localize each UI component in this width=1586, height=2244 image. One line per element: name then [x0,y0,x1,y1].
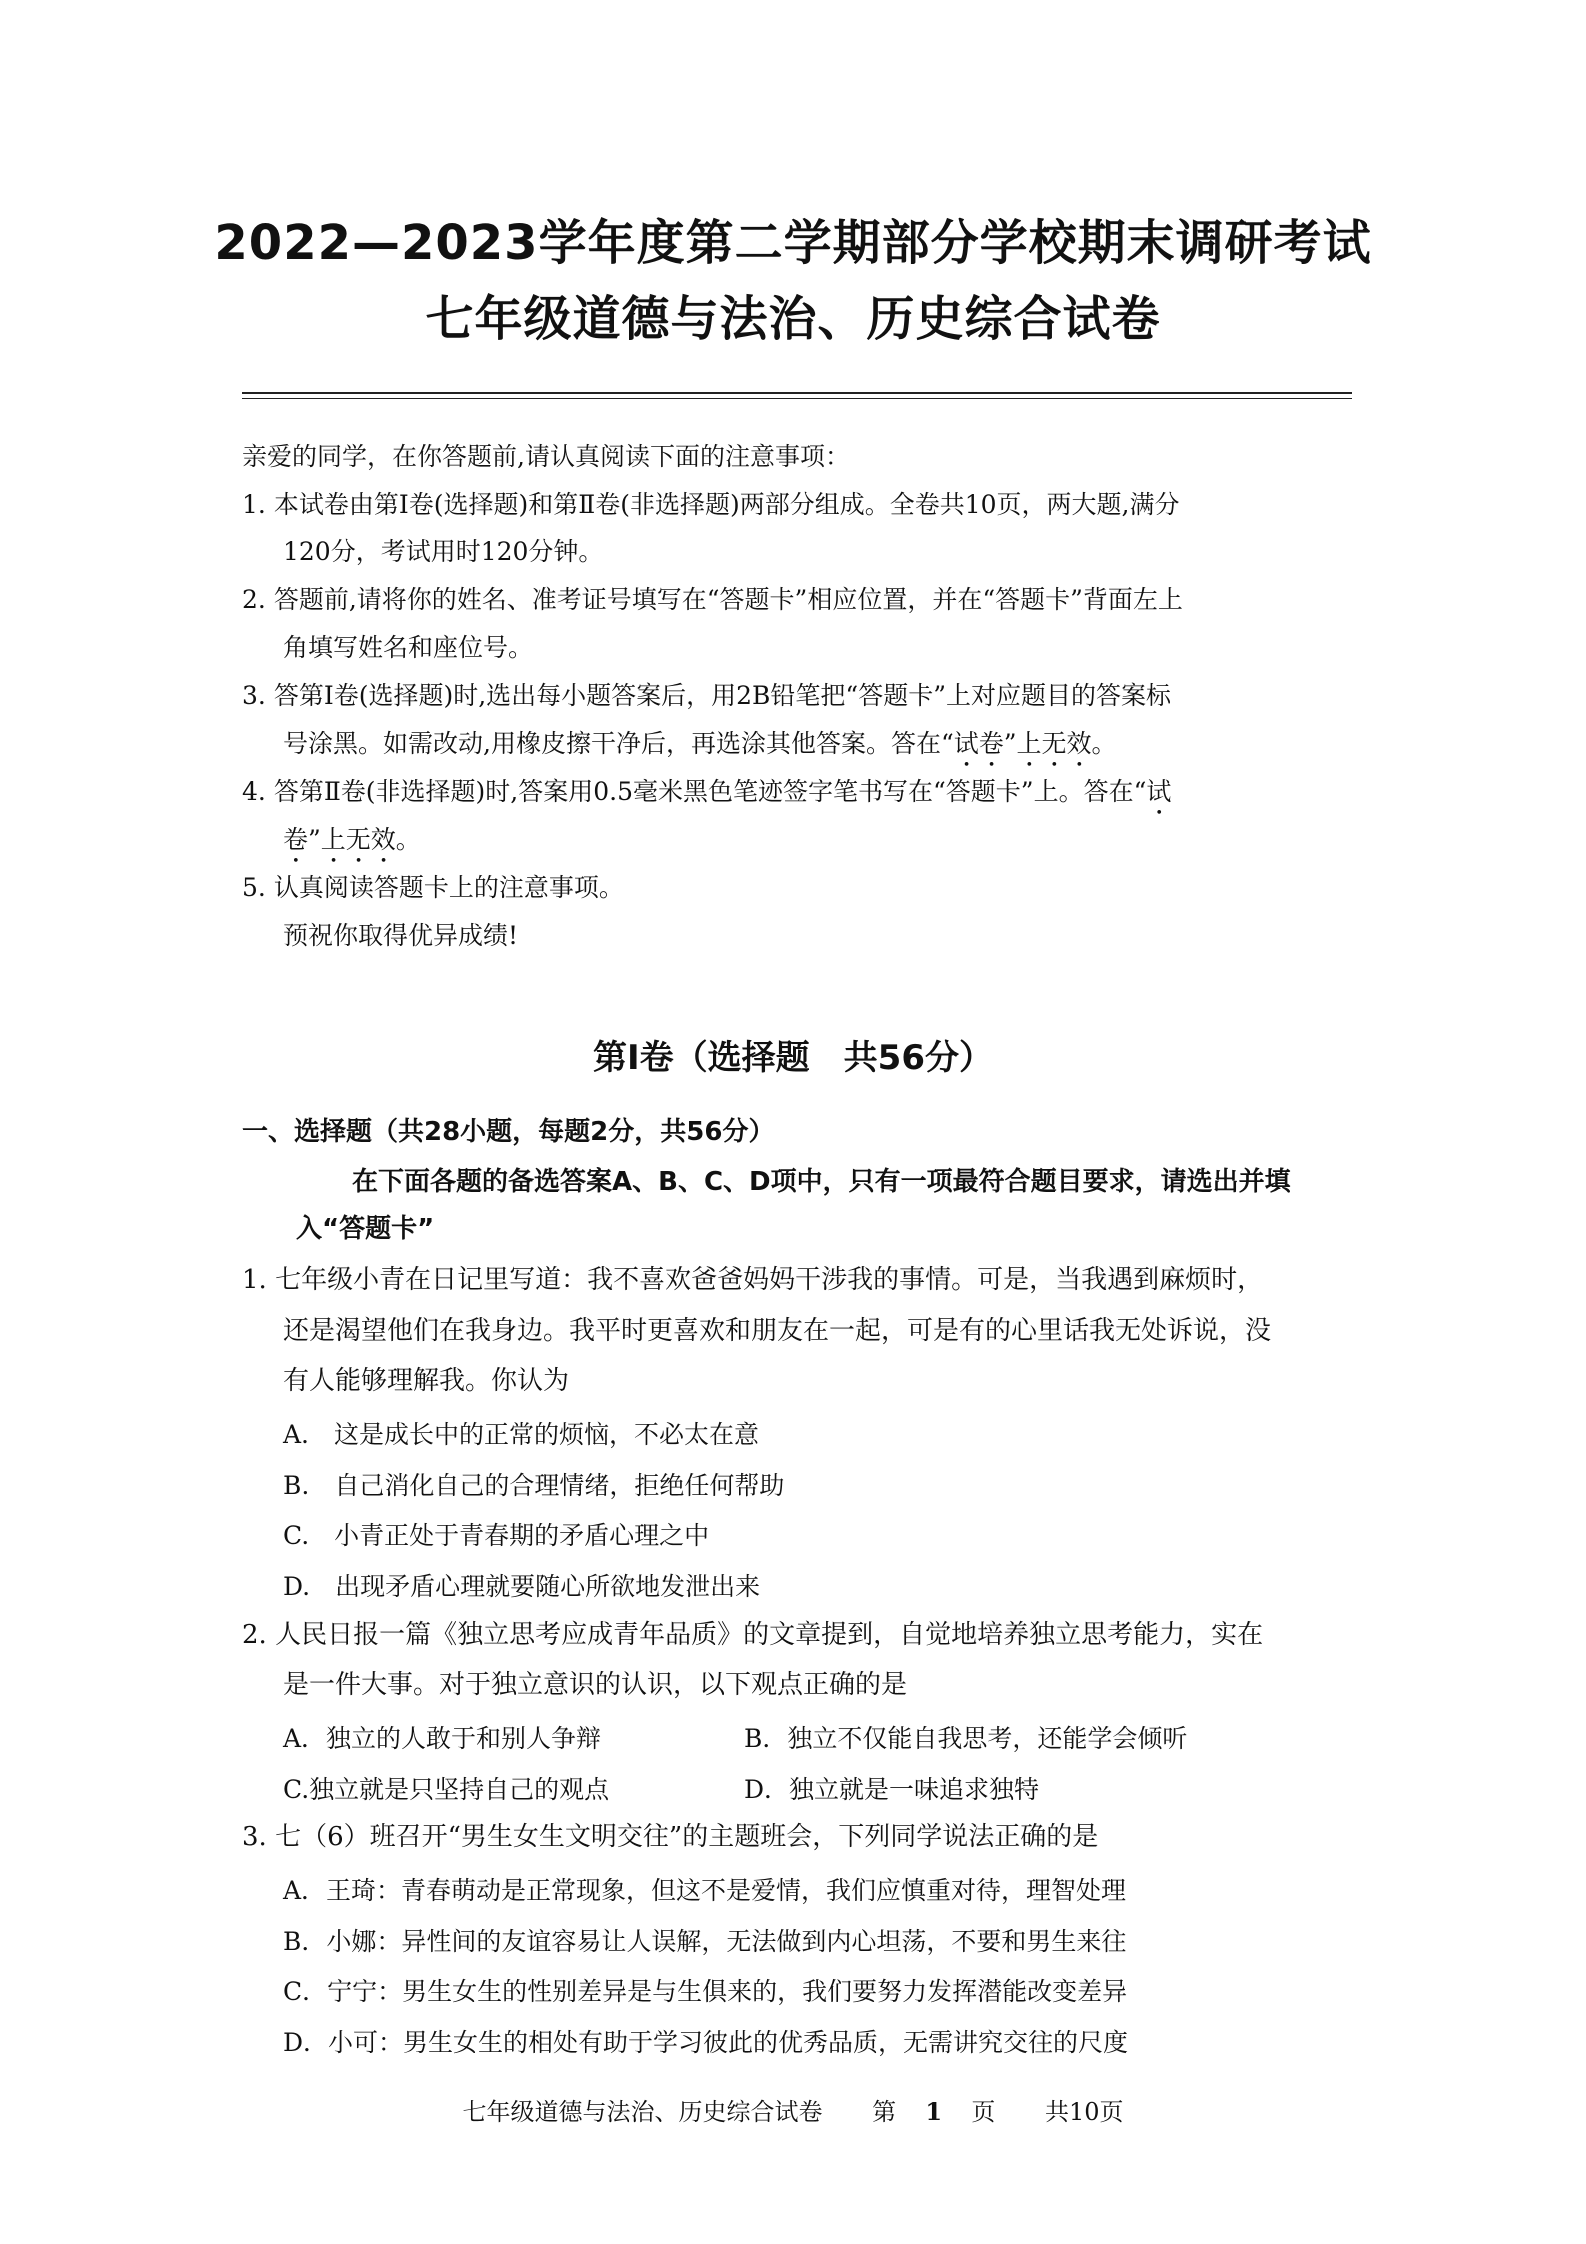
notice-wish: 预祝你取得优异成绩! [283,921,519,950]
option-3d: D．小可：男生女生的相处有助于学习彼此的优秀品质，无需讲究交往的尺度 [283,2028,1129,2057]
footer-page-number: 1 [925,2097,943,2126]
notice-item-text: 认真阅读答题卡上的注意事项。 [273,873,624,902]
footer-doc-title: 七年级道德与法治、历史综合试卷 [462,2098,823,2126]
question-text: 七年级小青在日记里写道：我不喜欢爸爸妈妈干涉我的事情。可是，当我遇到麻烦时， [275,1265,1264,1295]
notice-text: 。 [1091,729,1117,758]
question-text: 有人能够理解我。你认为 [283,1366,570,1396]
option-1d: D. 出现矛盾心理就要随心所欲地发泄出来 [283,1572,761,1601]
footer-page-prefix: 第 [872,2098,897,2126]
question-number: 3. [242,1822,267,1852]
option-3b: B．小娜：异性间的友谊容易让人误解，无法做到内心坦荡，不要和男生来往 [283,1927,1127,1956]
title-divider-thin [242,398,1352,399]
question-3 [242,1820,1354,1854]
option-2d: D．独立就是一味追求独特 [744,1775,1040,1804]
notice-item-text: 答题前,请将你的姓名、准考证号填写在“答题卡”相应位置，并在“答题卡”背面左上 [273,585,1183,614]
part-instruction: 在下面各题的备选答案A、B、C、D项中，只有一项最符合题目要求，请选出并填 [352,1167,1291,1197]
notice-text: 号涂黑。如需改动,用橡皮擦干净后，再选涂其他答案。答在 [283,729,941,758]
question-number: 1. [242,1265,267,1295]
notice-item-number: 3. [242,681,266,710]
notice-item-3 [242,679,1354,713]
option-2c: C.独立就是只坚持自己的观点 [283,1775,610,1804]
emphasis-text: 卷”上无效 [283,825,396,854]
page-footer [0,2092,1586,2127]
notice-item-2-cont: 角填写姓名和座位号。 [283,633,534,662]
question-text: 人民日报一篇《独立思考应成青年品质》的文章提到，自觉地培养独立思考能力，实在 [275,1620,1264,1650]
option-1c: C. 小青正处于青春期的矛盾心理之中 [283,1521,710,1550]
footer-page-suffix: 页 [971,2098,996,2126]
notice-item-number: 1. [242,490,266,519]
notice-item-number: 5. [242,873,266,902]
notice-item-number: 2. [242,585,266,614]
title-divider-thick [242,392,1352,394]
emphasis-text: “试卷”上无效 [940,729,1092,758]
notice-item-1 [242,488,1354,522]
notice-intro: 亲爱的同学，在你答题前,请认真阅读下面的注意事项： [242,442,850,471]
notice-item-text: 答第Ⅰ卷(选择题)时,选出每小题答案后，用2B铅笔把“答题卡”上对应题目的答案标 [273,681,1171,710]
question-number: 2. [242,1620,267,1650]
part-instruction-cont: 入“答题卡” [296,1214,435,1244]
option-3c: C．宁宁：男生女生的性别差异是与生俱来的，我们要努力发挥潜能改变差异 [283,1977,1128,2006]
question-text: 还是渴望他们在我身边。我平时更喜欢和朋友在一起，可是有的心里话我无处诉说，没 [283,1316,1272,1346]
footer-total-pages: 共10页 [1044,2098,1124,2126]
exam-title-line2: 七年级道德与法治、历史综合试卷 [425,291,1161,347]
question-text: 七（6）班召开“男生女生文明交往”的主题班会，下列同学说法正确的是 [275,1822,1099,1852]
notice-item-text: 本试卷由第Ⅰ卷(选择题)和第Ⅱ卷(非选择题)两部分组成。全卷共10页，两大题,满分 [273,490,1180,519]
notice-item-2 [242,583,1354,617]
option-1a: A. 这是成长中的正常的烦恼，不必太在意 [283,1420,760,1449]
notice-item-3-cont [283,727,1354,773]
question-text: 是一件大事。对于独立意识的认识，以下观点正确的是 [283,1670,908,1700]
notice-item-number: 4. [242,777,266,806]
question-2 [242,1618,1354,1652]
notice-item-4 [242,775,1354,821]
exam-title-line1: 2022—2023学年度第二学期部分学校期末调研考试 [214,215,1372,271]
footer-page-label [858,2098,1009,2126]
notice-item-1-cont: 120分，考试用时120分钟。 [283,537,604,566]
part-title: 一、选择题（共28小题，每题2分，共56分） [242,1117,775,1147]
question-1 [242,1263,1354,1297]
notice-text: 答第Ⅱ卷(非选择题)时,答案用0.5毫米黑色笔迹签字笔书写在“答题卡”上。答在 [273,777,1134,806]
section-heading: 第Ⅰ卷（选择题 共56分） [593,1038,993,1078]
notice-text: 。 [395,825,421,854]
notice-item-4-cont [283,823,1354,869]
option-3a: A．王琦：青春萌动是正常现象，但这不是爱情，我们应慎重对待，理智处理 [283,1876,1127,1905]
notice-item-5 [242,871,1354,905]
option-1b: B. 自己消化自己的合理情绪，拒绝任何帮助 [283,1471,785,1500]
option-2a: A．独立的人敢于和别人争辩 [283,1724,602,1753]
emphasis-text: “试 [1133,777,1172,806]
option-2b: B．独立不仅能自我思考，还能学会倾听 [744,1724,1188,1753]
